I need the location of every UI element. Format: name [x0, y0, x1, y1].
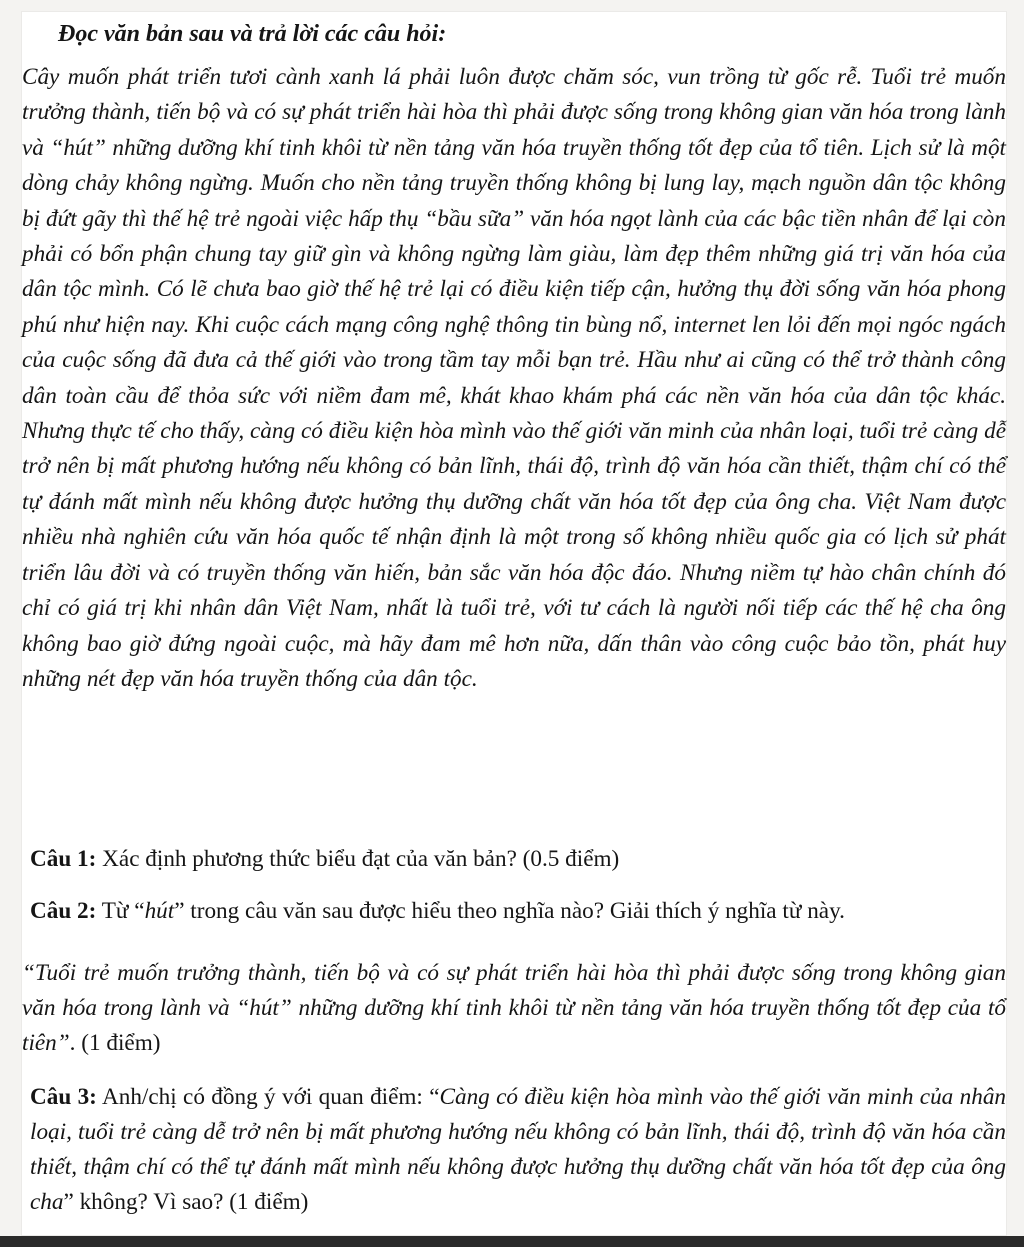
question-1: [30, 842, 1006, 877]
document-page: [22, 12, 1006, 1235]
question-1-label: Câu 1:: [30, 846, 97, 872]
question-3-label: Câu 3:: [30, 1084, 97, 1110]
question-3-tail: ” không? Vì sao? (1 điểm): [63, 1189, 309, 1215]
question-3-lead: Anh/chị có đồng ý với quan điểm: “: [96, 1084, 440, 1110]
instruction-heading: Đọc văn bản sau và trả lời các câu hỏi:: [58, 21, 447, 47]
question-2-points: . (1 điểm): [69, 1030, 161, 1057]
question-2: [30, 894, 1006, 929]
question-2-text-end: ” trong câu văn sau được hiểu theo nghĩa nào? Giải thích ý nghĩa từ này.: [174, 898, 845, 924]
question-2-label: Câu 2:: [30, 898, 97, 924]
question-3: [30, 1080, 1006, 1220]
bottom-edge-bar: [0, 1236, 1024, 1247]
quoted-sentence: “Tuổi trẻ muốn trưởng thành, tiến bộ và có sự phát triển hài hòa thì phải được sống trong không gian văn hóa trong lành và “hút” những dưỡng khí tinh khôi từ nền tảng văn hóa truyền thống tốt đẹp của tổ tiên”: [22, 960, 1006, 1057]
question-3-quoted-view: Càng có điều kiện hòa mình vào thế giới văn minh của nhân loại, tuổi trẻ càng dễ trở nên bị mất phương hướng nếu không có bản lĩnh, thái độ, trình độ văn hóa cần thiết, thậm chí có thể tự đánh mất mình nếu không được hưởng thụ dưỡng chất văn hóa tốt đẹp của ông cha: [30, 1084, 1007, 1215]
question-2-quote: [22, 956, 1006, 1062]
question-1-text: Xác định phương thức biểu đạt của văn bản? (0.5 điểm): [96, 846, 620, 872]
reading-passage: Cây muốn phát triển tươi cành xanh lá phải luôn được chăm sóc, vun trồng từ gốc rễ. Tuổi trẻ muốn trưởng thành, tiến bộ và có sự phát triển hài hòa thì phải được sống trong không gian văn hóa trong lành và “hút” những dưỡng khí tinh khôi từ nền tảng văn hóa truyền thống tốt đẹp của tổ tiên. Lịch sử là một dòng chảy không ngừng. Muốn cho nền tảng truyền thống không bị lung lay, mạch nguồn dân tộc không bị đứt gãy thì thế hệ trẻ ngoài việc hấp thụ “bầu sữa” văn hóa ngọt lành của các bậc tiền nhân để lại còn phải có bổn phận chung tay giữ gìn và không ngừng làm giàu, làm đẹp thêm những giá trị văn hóa của dân tộc mình. Có lẽ chưa bao giờ thế hệ trẻ lại có điều kiện tiếp cận, hưởng thụ đời sống văn hóa phong phú như hiện nay. Khi cuộc cách mạng công nghệ thông tin bùng nổ, internet len lỏi đến mọi ngóc ngách của cuộc sống đã đưa cả thế giới vào trong tầm tay mỗi bạn trẻ. Hầu như ai cũng có thể trở thành công dân toàn cầu để thỏa sức với niềm đam mê, khát khao khám phá các nền văn hóa của dân tộc khác. Nhưng thực tế cho thấy, càng có điều kiện hòa mình vào thế giới văn minh của nhân loại, tuổi trẻ càng dễ trở nên bị mất phương hướng nếu không có bản lĩnh, thái độ, trình độ văn hóa cần thiết, thậm chí có thể tự đánh mất mình nếu không được hưởng thụ dưỡng chất văn hóa tốt đẹp của ông cha. Việt Nam được nhiều nhà nghiên cứu văn hóa quốc tế nhận định là một trong số không nhiều quốc gia có lịch sử phát triển lâu đời và có truyền thống văn hiến, bản sắc văn hóa độc đáo. Nhưng niềm tự hào chân chính đó chỉ có giá trị khi nhân dân Việt Nam, nhất là tuổi trẻ, với tư cách là người nối tiếp các thế hệ cha ông không bao giờ đứng ngoài cuộc, mà hãy đam mê hơn nữa, dấn thân vào công cuộc bảo tồn, phát huy những nét đẹp văn hóa truyền thống của dân tộc.: [22, 64, 1006, 692]
question-2-keyword: hút: [144, 898, 175, 924]
question-2-text-start: Từ “: [96, 898, 145, 924]
